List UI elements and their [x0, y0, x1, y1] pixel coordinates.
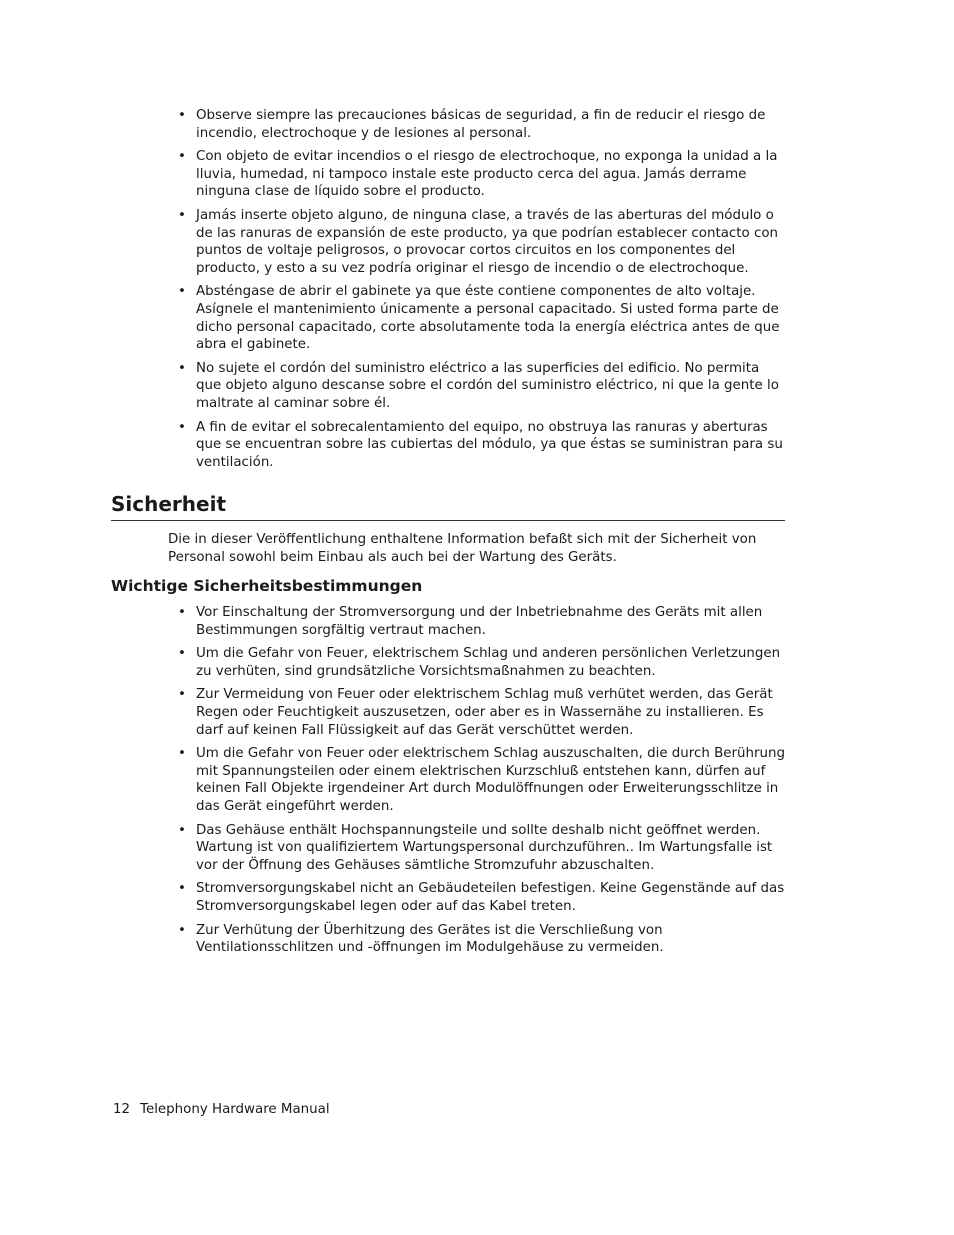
bullet-icon: •	[178, 822, 186, 838]
bullet-icon: •	[178, 284, 186, 300]
list-item	[178, 645, 786, 680]
list-item	[178, 922, 786, 957]
bullet-icon: •	[178, 419, 186, 435]
section-heading: Sicherheit	[111, 490, 785, 521]
list-item	[178, 745, 786, 815]
list-item	[178, 686, 786, 739]
page-number: 12	[113, 1102, 131, 1117]
list-item-text: Zur Verhütung der Überhitzung des Gerätes ist die Verschließung von Ventilationsschlitzen und -öffnungen im Modulgehäuse zu vermeiden.	[196, 922, 664, 956]
list-item-text: Das Gehäuse enthält Hochspannungsteile und sollte deshalb nicht geöffnet werden. Wartung ist von qualifiziertem Wartungspersonal durchzuführen.. Im Wartungsfalle ist vor der Öffnung des Gehäuses sämtliche Stromzufuhr abzuschalten.	[196, 822, 773, 873]
list-item	[178, 604, 786, 639]
list-item-text: Jamás inserte objeto alguno, de ninguna clase, a través de las aberturas del módulo o de las ranuras de expansión de este producto, ya que podrían establecer contacto con puntos de voltaje peligrosos, o provocar cortos circuitos en los componentes del producto, y esto a su vez podría originar el riesgo de incendio o de electrochoque.	[196, 207, 779, 276]
bullet-icon: •	[178, 605, 186, 620]
list-item	[178, 283, 786, 353]
section-intro: Die in dieser Veröffentlichung enthaltene Information befaßt sich mit der Sicherheit von Personal sowohl beim Einbau als auch bei der Wartung des Geräts.	[168, 532, 757, 565]
manual-title: Telephony Hardware Manual	[140, 1102, 330, 1117]
bullet-icon: •	[178, 360, 186, 376]
list-item	[178, 207, 786, 277]
list-item	[178, 822, 786, 875]
list-item	[178, 360, 786, 413]
bullet-icon: •	[178, 881, 186, 897]
list-item-text: Con objeto de evitar incendios o el riesgo de electrochoque, no exponga la unidad a la lluvia, humedad, ni tampoco instale este producto cerca del agua. Jamás derrame ninguna clase de líquido sobre el producto.	[196, 149, 778, 200]
german-safety-list	[178, 604, 786, 963]
list-item-text: Um die Gefahr von Feuer, elektrischem Schlag und anderen persönlichen Verletzungen zu verhüten, sind grundsätzliche Vorsichtsmaßnahmen zu beachten.	[196, 646, 781, 679]
bullet-icon: •	[178, 646, 186, 662]
list-item-text: No sujete el cordón del suministro eléctrico a las superficies del edificio. No permita que objeto alguno descanse sobre el cordón del suministro eléctrico, ni que la gente lo maltrate al caminar sobre él.	[196, 360, 779, 411]
bullet-icon: •	[178, 149, 186, 165]
list-item-text: Um die Gefahr von Feuer oder elektrischem Schlag auszuschalten, die durch Berührung mit Spannungsteilen oder einem elektrischen Kurzschluß entstehen kann, dürfen auf keinen Fall Objekte irgendeiner Art durch Modulöffnungen oder Erweiterungsschlitze in das Gerät eingeführt werden.	[196, 746, 785, 814]
bullet-icon: •	[178, 207, 186, 223]
bullet-icon: •	[178, 746, 186, 762]
list-item	[178, 419, 786, 472]
sub-heading: Wichtige Sicherheitsbestimmungen	[111, 577, 423, 595]
list-item-text: A fin de evitar el sobrecalentamiento del equipo, no obstruya las ranuras y aberturas que se encuentran sobre las cubiertas del módulo, ya que éstas se suministran para su ventilación.	[196, 419, 783, 470]
list-item-text: Vor Einschaltung der Stromversorgung und der Inbetriebnahme des Geräts mit allen Bestimmungen sorgfältig vertraut machen.	[196, 605, 763, 638]
list-item-text: Absténgase de abrir el gabinete ya que éste contiene componentes de alto voltaje. Asígnele el mantenimiento únicamente a personal capacitado. Si usted forma parte de dicho personal capacitado, corte absolutamente toda la energía eléctrica antes de que abra el gabinete.	[196, 284, 780, 353]
list-item-text: Zur Vermeidung von Feuer oder elektrischem Schlag muß verhütet werden, das Gerät Regen oder Feuchtigkeit auszusetzen, oder aber es in Wassernähe zu installieren. Es darf auf keinen Fall Flüssigkeit auf das Gerät verschüttet werden.	[196, 687, 773, 738]
list-item	[178, 107, 786, 142]
bullet-icon: •	[178, 108, 186, 123]
list-item-text: Stromversorgungskabel nicht an Gebäudeteilen befestigen. Keine Gegenstände auf das Stromversorgungskabel legen oder auf das Kabel treten.	[196, 881, 785, 914]
list-item-text: Observe siempre las precauciones básicas de seguridad, a fin de reducir el riesgo de incendio, electrochoque y de lesiones al personal.	[196, 108, 766, 141]
list-item	[178, 880, 786, 915]
spanish-safety-list	[178, 107, 786, 477]
bullet-icon: •	[178, 922, 186, 938]
bullet-icon: •	[178, 687, 186, 703]
page-footer	[113, 1101, 330, 1119]
list-item	[178, 148, 786, 201]
